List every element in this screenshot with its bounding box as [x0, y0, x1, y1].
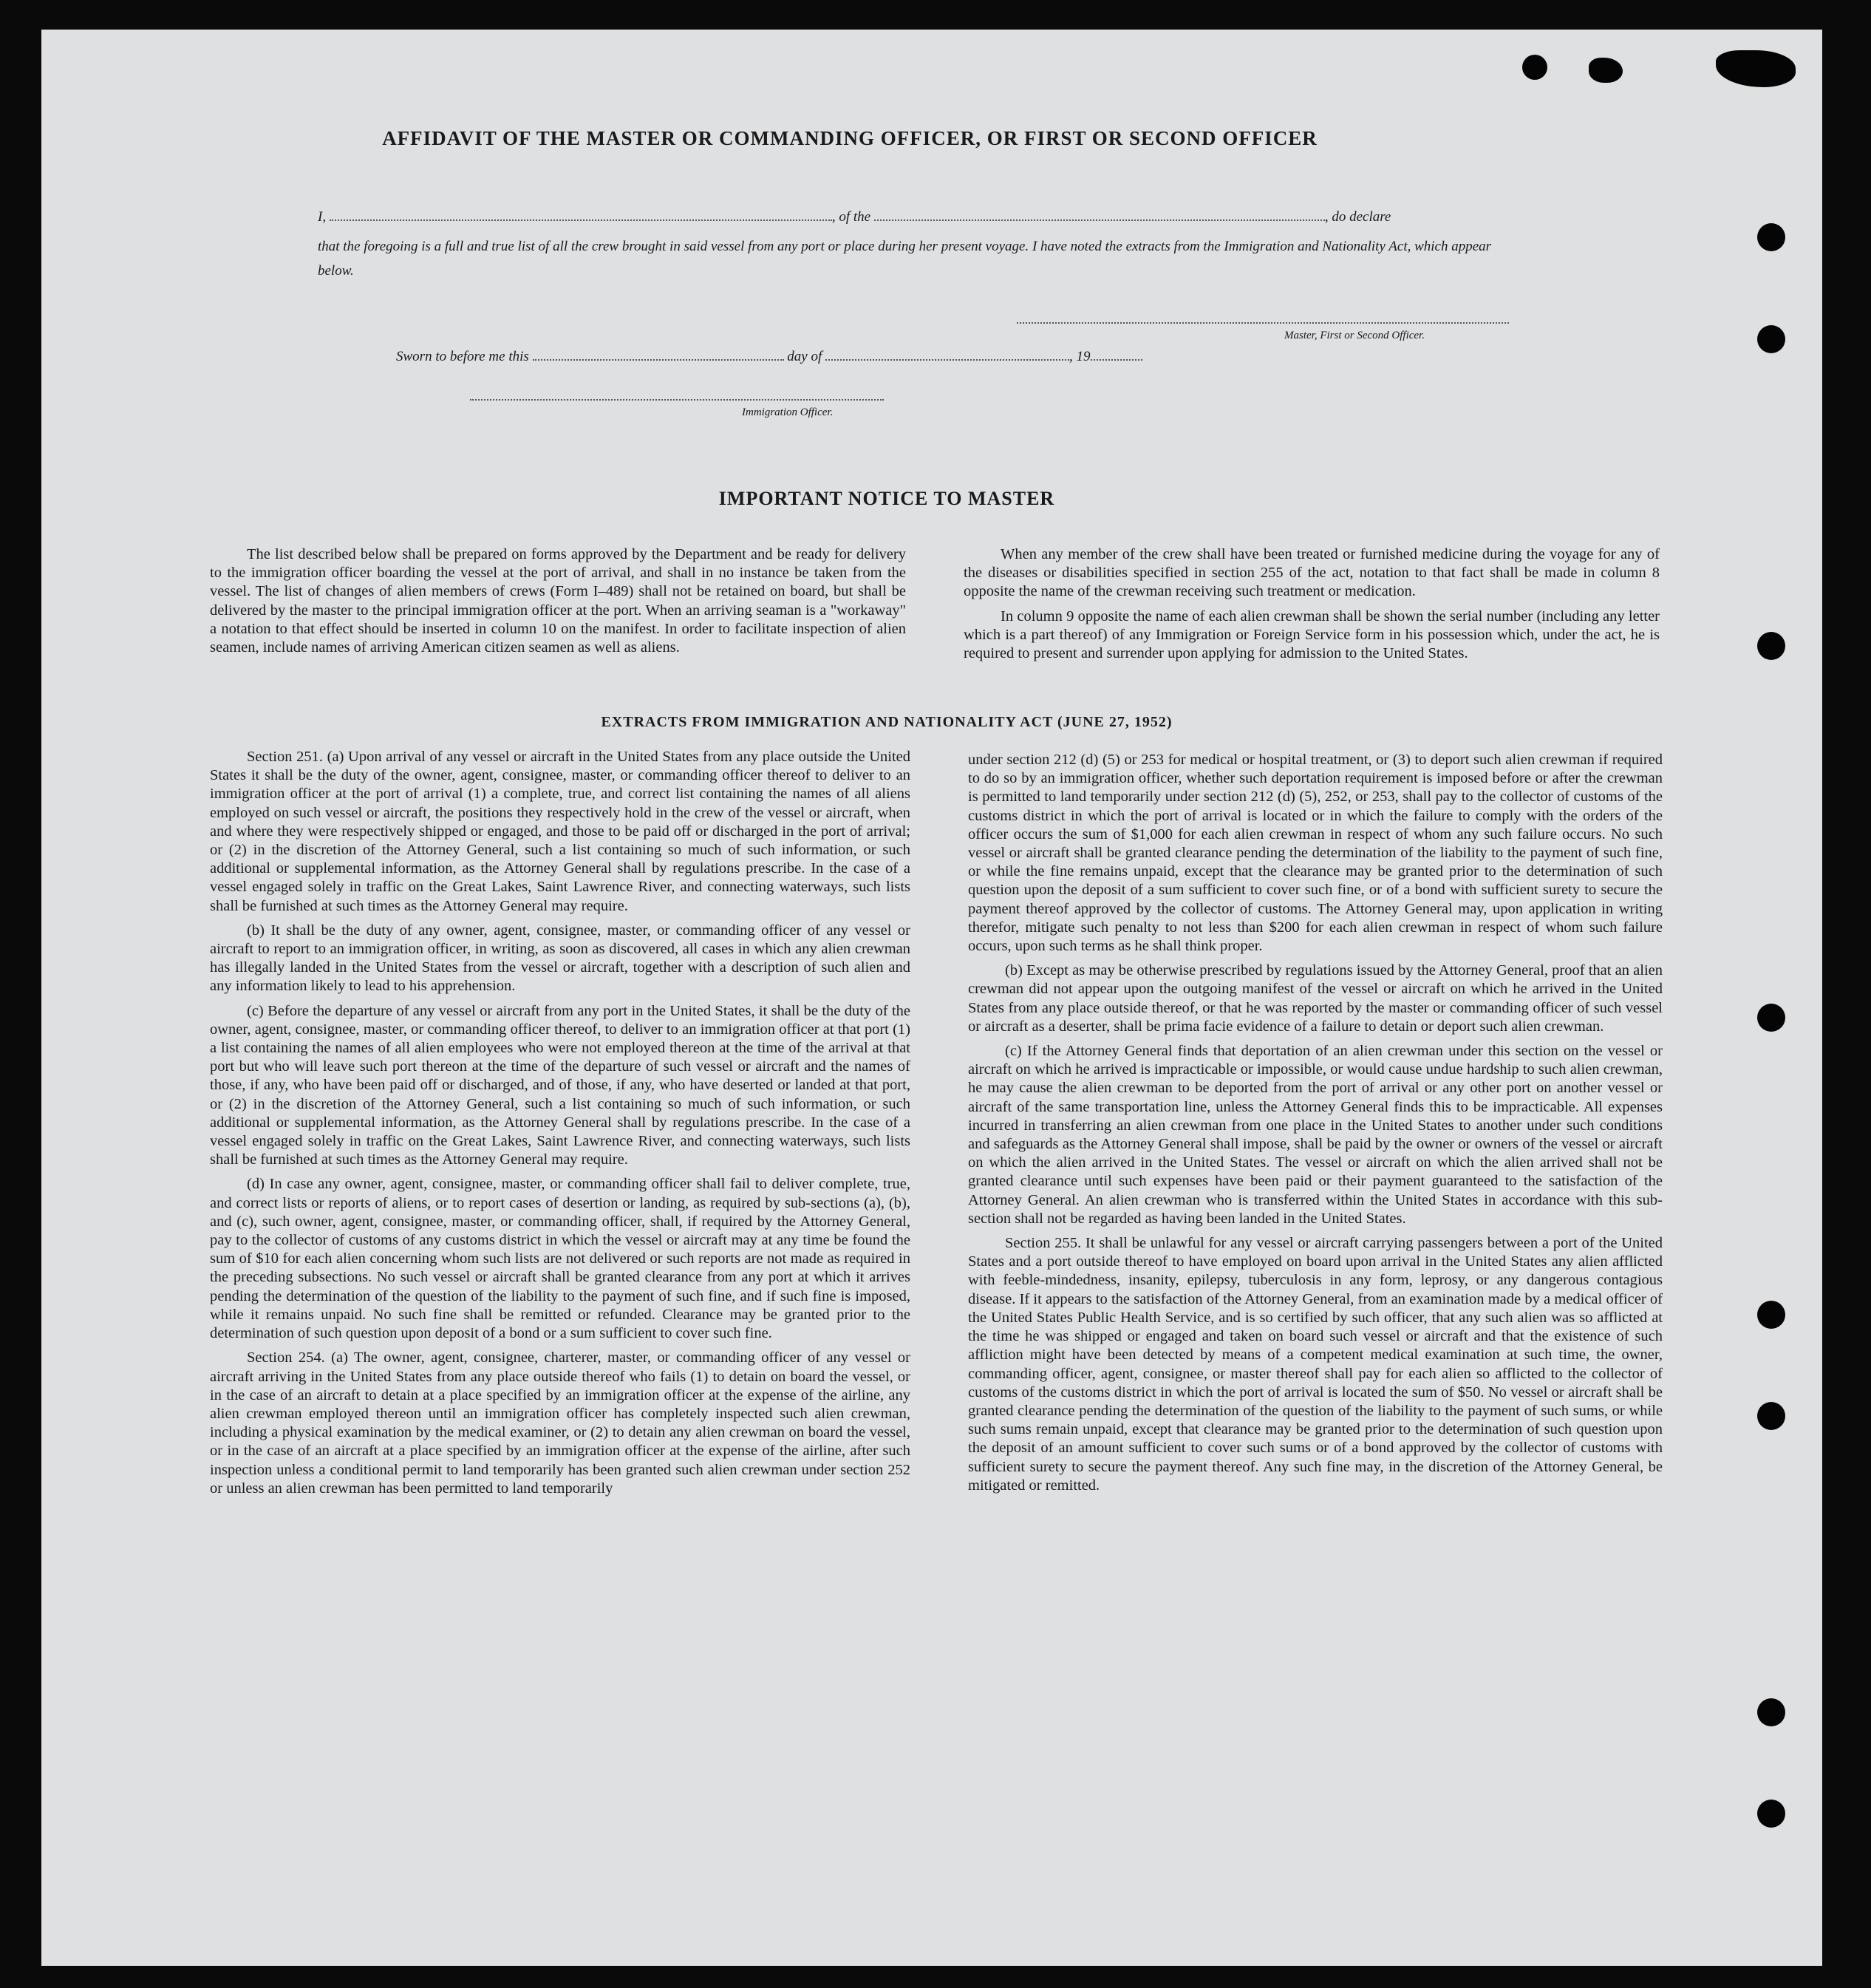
extracts-left-column	[210, 748, 910, 1504]
master-signature-line[interactable]	[1017, 322, 1509, 324]
affidavit-i-label: I,	[318, 209, 327, 225]
affidavit-statement: that the foregoing is a full and true list of all the crew brought in said vessel from any port or place during her present voyage. I have noted the extracts from the Immigration and Nationality Act, which appear below.	[318, 239, 1492, 279]
immigration-officer-signature-line[interactable]	[470, 399, 884, 401]
binder-hole	[1757, 325, 1785, 353]
binder-hole	[1757, 1301, 1785, 1329]
punch-blot	[1522, 55, 1547, 80]
master-signature-caption: Master, First or Second Officer.	[1284, 330, 1425, 341]
extracts-title: EXTRACTS FROM IMMIGRATION AND NATIONALITY ACT (JUNE 27, 1952)	[601, 714, 1173, 730]
affidavit-of-the-label: , of the	[831, 209, 871, 225]
sworn-month-field[interactable]	[825, 353, 1069, 361]
binder-hole	[1757, 1800, 1785, 1828]
binder-hole	[1757, 1004, 1785, 1032]
extract-section-251c: (c) Before the departure of any vessel or aircraft from any port in the United States, it shall be the duty of the owner, agent, consignee, master, or commanding officer thereof, to deliver to an immigration officer at that port (1) a list containing the names of all alien employees who were not employed thereon at the time of the arrival at that port but who will leave such port thereon at the time of the departure of such vessel or aircraft and the names of those, if any, who have been paid off or discharged, and of those, if any, who have deserted or landed at that port, or (2) in the discretion of the Attorney General, such a list containing so much of such information, or such additional or supplemental information, as the Attorney General shall by regulations prescribe. In the case of a vessel engaged solely in traffic on the Great Lakes, Saint Lawrence River, and connecting waterways, such lists shall be furnished at such times as the Attorney General may require.	[210, 1002, 910, 1168]
binder-hole	[1757, 1402, 1785, 1430]
notice-title: IMPORTANT NOTICE TO MASTER	[718, 488, 1055, 509]
sworn-label: Sworn to before me this	[396, 349, 529, 364]
extract-section-251d: (d) In case any owner, agent, consignee, master, or commanding officer shall fail to deliver complete, true, and correct lists or reports of aliens, or to report cases of desertion or landing, as required by sub-sections (a), (b), and (c), such owner, agent, consignee, master, or commanding officer, shall, if required by the Attorney General, pay to the collector of customs of any customs district in which the vessel or aircraft may at any time be found the sum of $10 for each alien concerning whom such lists are not delivered or such reports are not made as required in the preceding subsections. No such vessel or aircraft shall be granted clearance from any port at which it arrives pending the determination of the question of the liability to the payment of such fine, and if such fine is imposed, while it remains unpaid. No such fine shall be remitted or refunded. Clearance may be granted prior to the determination of such question upon deposit of a bond or a sum sufficient to cover such fine.	[210, 1176, 910, 1342]
sworn-line	[396, 349, 1142, 365]
extract-section-251b: (b) It shall be the duty of any owner, agent, consignee, master, or commanding officer of any vessel or aircraft to report to an immigration officer, in writing, as soon as discovered, all cases in which any alien crewman has illegally landed in the United States from the vessel or aircraft, together with a description of such alien and any information likely to lead to his apprehension.	[210, 922, 910, 995]
affidavit-declaration-line	[318, 209, 1391, 225]
binder-hole	[1757, 632, 1785, 660]
binder-hole	[1757, 1698, 1785, 1726]
punch-blot	[1589, 58, 1623, 83]
vessel-field[interactable]	[874, 214, 1325, 221]
sworn-day-field[interactable]	[533, 353, 784, 361]
extract-section-254a: Section 254. (a) The owner, agent, consignee, charterer, master, or commanding officer of any vessel or aircraft arriving in the United States from any place outside thereof who fails (1) to detain on board the vessel, or in the case of an aircraft to detain at a place specified by an immigration officer at the expense of the airline, any alien crewman employed thereon until an immigration officer has completely inspected such alien crewman, including a physical examination by the medical examiner, or (2) to detain any alien crewman on board the vessel, or in the case of an aircraft at a place specified by an immigration officer at the expense of the airline, after such inspection unless a conditional permit to land temporarily has been granted such alien crewman under section 252 or unless an alien crewman has been permitted to land temporarily	[210, 1349, 910, 1497]
sworn-year-field[interactable]	[1091, 353, 1142, 361]
extract-section-255: Section 255. It shall be unlawful for any vessel or aircraft carrying passengers between a port of the United States and a port outside thereof to have employed on board upon arrival in the United States any alien afflicted with feeble-mindedness, insanity, epilepsy, tuberculosis in any form, leprosy, or any dangerous contagious disease. If it appears to the satisfaction of the Attorney General, from an examination made by a medical officer of the United States Public Health Service, and is so certified by such officer, that any such alien was so afflicted at the time he was shipped or engaged and taken on board such vessel or aircraft and that the existence of such affliction might have been detected by means of a competent medical examination at such time, the owner, commanding officer, agent, consignee, or master thereof shall pay for each alien so afflicted to the collector of customs of the customs district in which the port of arrival is located the sum of $50. No vessel or aircraft shall be granted clearance pending the determination of the question of the liability to the payment of such sums, or while such sums remain unpaid, except that clearance may be granted prior to the determination of such question upon the deposit of an amount sufficient to cover such sums or of a bond approved by the collector of customs with sufficient surety to secure the payment thereof. Any such fine may, in the discretion of the Attorney General, be mitigated or remitted.	[968, 1235, 1663, 1494]
day-of-label: day of	[787, 349, 822, 364]
notice-right-paragraph-2: In column 9 opposite the name of each alien crewman shall be shown the serial number (including any letter which is a part thereof) of any Immigration or Foreign Service form in his possession which, under the act, he is required to present and surrender upon applying for admission to the United States.	[964, 607, 1660, 662]
notice-left-paragraph: The list described below shall be prepared on forms approved by the Department and be ready for delivery to the immigration officer boarding the vessel at the port of arrival, and shall in no instance be taken from the vessel. The list of changes of alien members of crews (Form I–489) shall not be retained on board, but shall be delivered by the master to the principal immigration officer at the port. When an arriving seaman is a "workaway" a notation to that effect should be inserted in column 10 on the manifest. In order to facilitate inspection of alien seamen, include names of arriving American citizen seamen as well as aliens.	[210, 546, 906, 656]
name-field[interactable]	[330, 214, 832, 221]
year-label: , 19	[1069, 349, 1091, 364]
notice-right-column	[964, 545, 1660, 669]
extract-section-251a: Section 251. (a) Upon arrival of any vessel or aircraft in the United States from any place outside the United States it shall be the duty of the owner, agent, consignee, master, or commanding officer thereof to deliver to an immigration officer at the port of arrival (1) a complete, true, and correct list containing the names of all aliens employed on such vessel or aircraft, the positions they respectively hold in the crew of the vessel or aircraft, when and where they were respectively shipped or engaged, and those to be paid off or discharged in the port of arrival; or (2) in the discretion of the Attorney General, such a list containing so much of such information, or such additional or supplemental information, as the Attorney General shall by regulations prescribe. In the case of a vessel engaged solely in traffic on the Great Lakes, Saint Lawrence River, and connecting waterways, such lists shall be furnished at such times as the Attorney General may require.	[210, 749, 910, 914]
binder-hole	[1757, 223, 1785, 251]
affidavit-do-declare-label: , do declare	[1324, 209, 1391, 225]
extracts-right-column	[968, 751, 1663, 1501]
immigration-officer-caption: Immigration Officer.	[742, 406, 834, 418]
extract-section-254b: (b) Except as may be otherwise prescribed by regulations issued by the Attorney General, proof that an alien crewman did not appear upon the outgoing manifest of the vessel or aircraft on which he arrived in the United States from any place outside thereof, or that he was reported by the master or commanding officer of such vessel or aircraft as a deserter, shall be prima facie evidence of a failure to detain or deport such alien crewman.	[968, 962, 1663, 1035]
notice-left-column	[210, 545, 906, 663]
extract-section-254a-cont: under section 212 (d) (5) or 253 for medical or hospital treatment, or (3) to deport such alien crewman if required to do so by an immigration officer, whether such deportation requirement is imposed before or after the crewman is permitted to land temporarily under section 212 (d) (5), 252, or 253, shall pay to the collector of customs of the customs district in which the port of arrival is located or in which the failure to comply with the orders of the officer occurs the sum of $1,000 for each alien crewman in respect of whom any such failure occurs. No such vessel or aircraft shall be granted clearance pending the determination of the liability to the payment of such fine, or while the fine remains unpaid, except that the clearance may be granted prior to the determination of such question upon the deposit of a sum sufficient to cover such fine, or of a bond with sufficient surety to secure the payment thereof approved by the collector of customs. The Attorney General may, upon application in writing therefor, mitigate such penalty to not less than $200 for each alien crewman in respect of whom such failure occurs, upon such terms as he shall think proper.	[968, 752, 1663, 955]
affidavit-title: AFFIDAVIT OF THE MASTER OR COMMANDING OFFICER, OR FIRST OR SECOND OFFICER	[382, 127, 1318, 149]
extract-section-254c: (c) If the Attorney General finds that deportation of an alien crewman under this section on the vessel or aircraft on which he arrived is impracticable or impossible, or would cause undue hardship to such alien crewman, he may cause the alien crewman to be deported from the port of arrival or any other port on another vessel or aircraft of the same transportation line, unless the Attorney General finds this to be impracticable. All expenses incurred in transferring an alien crewman from one place in the United States to another under such conditions and safeguards as the Attorney General shall impose, shall be paid by the owner or owners of the vessel or aircraft on which the alien arrived in the United States. The vessel or aircraft on which the alien arrived shall not be granted clearance until such expenses have been paid or their payment guaranteed to the satisfaction of the Attorney General. An alien crewman who is transferred within the United States in accordance with this sub-section shall not be regarded as having been landed in the United States.	[968, 1043, 1663, 1227]
notice-right-paragraph-1: When any member of the crew shall have been treated or furnished medicine during the voyage for any of the diseases or disabilities specified in section 255 of the act, notation to that fact shall be made in column 8 opposite the name of the crewman receiving such treatment or medication.	[964, 546, 1660, 600]
